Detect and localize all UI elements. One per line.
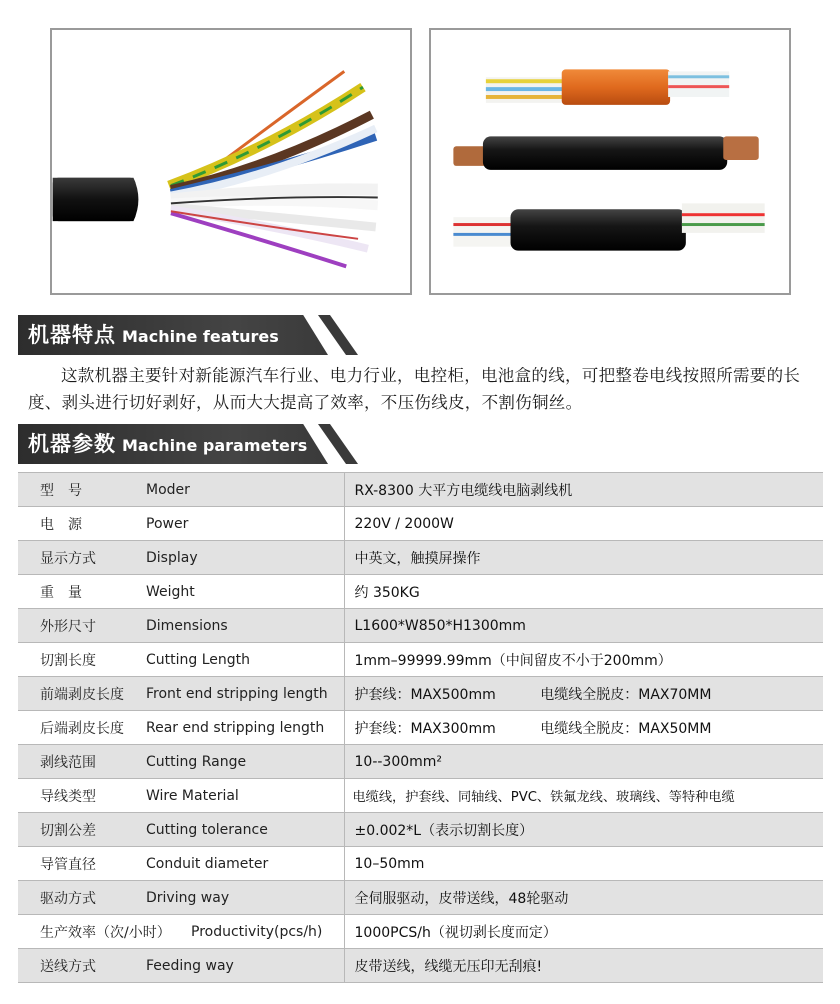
param-name-zh: 后端剥皮长度 [18, 711, 141, 745]
parameters-section-header [18, 424, 342, 464]
param-name-zh: 送线方式 [18, 949, 141, 983]
param-value: 全伺服驱动，皮带送线，48轮驱动 [344, 881, 823, 915]
parameters-table [18, 472, 823, 983]
param-name-en: Display [141, 541, 344, 575]
param-name-zh: 剥线范围 [18, 745, 141, 779]
param-name-zh: 导管直径 [18, 847, 141, 881]
param-name-en: Dimensions [141, 609, 344, 643]
stripped-cables-image [431, 30, 789, 293]
param-value: 电缆线，护套线、同轴线、PVC、铁氟龙线、玻璃线、等特种电缆 [344, 779, 823, 813]
table-row [18, 847, 823, 881]
param-name-en: Feeding way [141, 949, 344, 983]
features-heading-en: Machine features [122, 327, 279, 346]
table-row [18, 711, 823, 745]
param-value: 1000PCS/h（视切剥长度而定） [344, 915, 823, 949]
param-name-zh: 切割长度 [18, 643, 141, 677]
param-value: 约 350KG [344, 575, 823, 609]
param-name-zh: 电 源 [18, 507, 141, 541]
param-name-zh: 导线类型 [18, 779, 141, 813]
parameters-heading-zh: 机器参数 [28, 432, 116, 456]
param-value: 220V / 2000W [344, 507, 823, 541]
table-row [18, 507, 823, 541]
param-name-en: Cutting Range [141, 745, 344, 779]
table-row [18, 473, 823, 507]
param-value: 护套线：MAX500mm 电缆线全脱皮：MAX70MM [344, 677, 823, 711]
param-name-zh: 外形尺寸 [18, 609, 141, 643]
cable-photo-left [50, 28, 412, 295]
table-row [18, 745, 823, 779]
table-row [18, 915, 823, 949]
param-value: L1600*W850*H1300mm [344, 609, 823, 643]
table-row [18, 643, 823, 677]
param-value: RX-8300 大平方电缆线电脑剥线机 [344, 473, 823, 507]
param-name-en: Conduit diameter [141, 847, 344, 881]
param-name-zh: 重 量 [18, 575, 141, 609]
table-row [18, 779, 823, 813]
param-name-en: Driving way [141, 881, 344, 915]
param-name-zh: 显示方式 [18, 541, 141, 575]
param-value: 10–50mm [344, 847, 823, 881]
param-value: 皮带送线，线缆无压印无刮痕! [344, 949, 823, 983]
param-name-en: Cutting tolerance [141, 813, 344, 847]
param-name-en: Productivity(pcs/h) [141, 915, 344, 949]
param-name-en: Front end stripping length [141, 677, 344, 711]
table-row [18, 575, 823, 609]
features-heading [28, 315, 279, 355]
features-section-header [18, 315, 342, 355]
param-value: 中英文，触摸屏操作 [344, 541, 823, 575]
param-name-zh: 切割公差 [18, 813, 141, 847]
param-value: ±0.002*L（表示切割长度） [344, 813, 823, 847]
multicore-cable-image [52, 30, 410, 293]
param-value: 1mm–99999.99mm（中间留皮不小于200mm） [344, 643, 823, 677]
param-name-zh: 型 号 [18, 473, 141, 507]
param-name-zh: 驱动方式 [18, 881, 141, 915]
table-row [18, 609, 823, 643]
param-name-en: Power [141, 507, 344, 541]
features-description: 这款机器主要针对新能源汽车行业、电力行业，电控柜，电池盒的线，可把整卷电线按照所需要的长度、剥头进行切好剥好，从而大大提高了效率，不压伤线皮，不割伤铜丝。 [28, 366, 801, 412]
param-name-en: Rear end stripping length [141, 711, 344, 745]
parameters-heading [28, 424, 307, 464]
param-value: 10--300mm² [344, 745, 823, 779]
table-row [18, 881, 823, 915]
param-name-zh: 前端剥皮长度 [18, 677, 141, 711]
param-name-en: Weight [141, 575, 344, 609]
param-name-en: Moder [141, 473, 344, 507]
table-row [18, 677, 823, 711]
param-name-zh: 生产效率（次/小时） [18, 915, 141, 949]
table-row [18, 541, 823, 575]
param-value: 护套线：MAX300mm 电缆线全脱皮：MAX50MM [344, 711, 823, 745]
features-heading-zh: 机器特点 [28, 323, 116, 347]
cable-photo-right [429, 28, 791, 295]
table-row [18, 813, 823, 847]
param-name-en: Wire Material [141, 779, 344, 813]
parameters-heading-en: Machine parameters [122, 436, 308, 455]
param-name-en: Cutting Length [141, 643, 344, 677]
table-row [18, 949, 823, 983]
